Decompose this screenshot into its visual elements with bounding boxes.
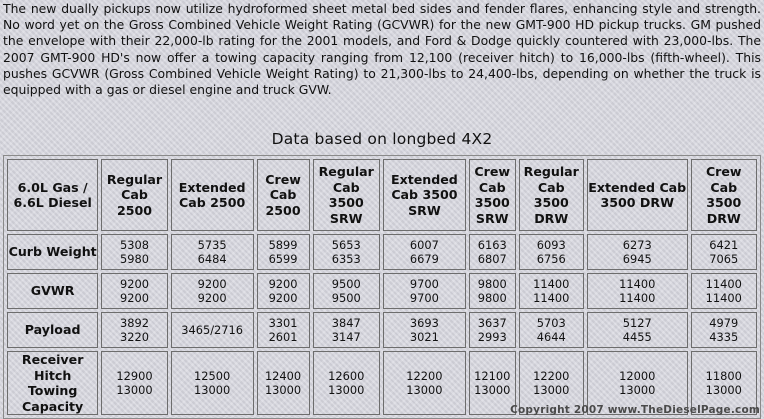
gas-value: 9200 <box>119 276 149 291</box>
gas-value: 5653 <box>331 237 361 252</box>
table-cell <box>313 273 380 309</box>
column-header: Regular Cab 3500 SRW <box>313 159 380 231</box>
gas-value: 9700 <box>409 276 439 291</box>
diesel-value: 2993 <box>477 330 507 344</box>
table-cell <box>171 312 254 348</box>
diesel-value: 11400 <box>705 291 742 305</box>
column-header: Crew Cab 3500 SRW <box>469 159 516 231</box>
table-cell <box>587 312 688 348</box>
gas-value: 5899 <box>268 237 298 252</box>
gas-value: 9200 <box>197 276 227 291</box>
diesel-value: 13000 <box>533 383 570 397</box>
table-cell <box>383 312 466 348</box>
spec-table <box>3 155 761 419</box>
table-cell <box>587 273 688 309</box>
table-cell <box>469 234 516 270</box>
gas-value: 12500 <box>194 368 231 383</box>
table-cell <box>101 234 167 270</box>
gas-value: 5703 <box>536 315 566 330</box>
diesel-value: 9200 <box>119 291 149 305</box>
column-header: Extended Cab 3500 DRW <box>587 159 688 231</box>
table-cell <box>171 273 254 309</box>
table-cell <box>519 234 584 270</box>
gas-value: 6093 <box>536 237 566 252</box>
row-header: Receiver Hitch Towing Capacity <box>7 351 98 415</box>
table-row <box>7 312 757 348</box>
gas-value: 6007 <box>409 237 439 252</box>
diesel-value: 6353 <box>331 252 361 266</box>
diesel-value: 13000 <box>194 383 231 397</box>
table-cell <box>383 351 466 415</box>
gas-value: 11400 <box>705 276 742 291</box>
table-title: Data based on longbed 4X2 <box>271 130 493 148</box>
diesel-value: 9500 <box>331 291 361 305</box>
diesel-value: 9700 <box>409 291 439 305</box>
column-header: Extended Cab 2500 <box>171 159 254 231</box>
diesel-value: 11400 <box>533 291 570 305</box>
column-header: Extended Cab 3500 SRW <box>383 159 466 231</box>
gas-value: 11400 <box>619 276 656 291</box>
diesel-value: 9200 <box>197 291 227 305</box>
diesel-value: 2601 <box>268 330 298 344</box>
diesel-value: 3147 <box>331 330 361 344</box>
gas-value: 12600 <box>328 368 365 383</box>
gas-value: 11400 <box>533 276 570 291</box>
gas-value: 3892 <box>119 315 149 330</box>
diesel-value: 5980 <box>119 252 149 266</box>
table-cell <box>469 273 516 309</box>
gas-value: 3465/2716 <box>181 322 244 337</box>
gas-value: 5127 <box>622 315 652 330</box>
table-cell <box>257 234 310 270</box>
table-cell <box>691 312 757 348</box>
table-cell <box>383 234 466 270</box>
diesel-value: 3220 <box>119 330 149 344</box>
article-intro: The new dually pickups now utilize hydroformed sheet metal bed sides and fender flares, enhancing style and strength. No word yet on the Gross Combined Vehicle Weight Rating (GCVWR) for the new GMT-900 HD pickup trucks. GM pushed the envelope with their 22,000-lb rating for the 2001 models, and Ford & Dodge quickly countered with 23,000-lbs. The 2007 GMT-900 HD's now offer a towing capacity ranging from 12,100 (receiver hitch) to 16,000-lbs (fifth-wheel). This pushes GCVWR (Gross Combined Vehicle Weight Rating) to 21,300-lbs to 24,400-lbs, depending on whether the truck is equipped with a gas or diesel engine and truck GVW. <box>3 1 761 98</box>
table-cell <box>469 312 516 348</box>
diesel-value: 13000 <box>474 383 511 397</box>
gas-value: 3693 <box>409 315 439 330</box>
gas-value: 9200 <box>268 276 298 291</box>
table-cell <box>101 312 167 348</box>
diesel-value: 9800 <box>477 291 507 305</box>
diesel-value: 6756 <box>536 252 566 266</box>
table-cell <box>257 351 310 415</box>
gas-value: 5735 <box>197 237 227 252</box>
column-header: Regular Cab 2500 <box>101 159 167 231</box>
gas-value: 12200 <box>406 368 443 383</box>
diesel-value: 9200 <box>268 291 298 305</box>
table-cell <box>691 234 757 270</box>
table-cell <box>383 273 466 309</box>
gas-value: 5308 <box>119 237 149 252</box>
gas-value: 9500 <box>331 276 361 291</box>
gas-value: 12900 <box>116 368 153 383</box>
row-header: GVWR <box>7 273 98 309</box>
table-cell <box>313 351 380 415</box>
table-cell <box>171 351 254 415</box>
diesel-value: 6484 <box>197 252 227 266</box>
table-cell <box>519 312 584 348</box>
row-header: Payload <box>7 312 98 348</box>
table-cell <box>257 312 310 348</box>
gas-value: 6421 <box>709 237 739 252</box>
column-header: Regular Cab 3500 DRW <box>519 159 584 231</box>
diesel-value: 13000 <box>116 383 153 397</box>
gas-value: 6273 <box>622 237 652 252</box>
diesel-value: 4335 <box>709 330 739 344</box>
gas-value: 11800 <box>705 368 742 383</box>
copyright-notice: Copyright 2007 www.TheDieselPage.com <box>510 404 760 416</box>
diesel-value: 3021 <box>409 330 439 344</box>
diesel-value: 7065 <box>709 252 739 266</box>
gas-value: 3301 <box>268 315 298 330</box>
column-header: Crew Cab 3500 DRW <box>691 159 757 231</box>
table-row <box>7 234 757 270</box>
diesel-value: 13000 <box>264 383 302 397</box>
table-cell <box>519 273 584 309</box>
column-header: Crew Cab 2500 <box>257 159 310 231</box>
gas-value: 9800 <box>477 276 507 291</box>
gas-value: 4979 <box>709 315 739 330</box>
table-cell <box>691 273 757 309</box>
gas-value: 12200 <box>533 368 570 383</box>
diesel-value: 6945 <box>622 252 652 266</box>
table-cell <box>257 273 310 309</box>
diesel-value: 13000 <box>328 383 365 397</box>
diesel-value: 13000 <box>619 383 656 397</box>
gas-value: 3637 <box>477 315 507 330</box>
gas-value: 6163 <box>477 237 507 252</box>
table-cell <box>171 234 254 270</box>
table-cell <box>469 351 516 415</box>
table-cell <box>101 351 167 415</box>
diesel-value: 6599 <box>268 252 298 266</box>
diesel-value: 13000 <box>705 383 742 397</box>
diesel-value: 4455 <box>622 330 652 344</box>
diesel-value: 11400 <box>619 291 656 305</box>
table-cell <box>313 312 380 348</box>
diesel-value: 4644 <box>536 330 566 344</box>
table-row <box>7 273 757 309</box>
gas-value: 3847 <box>331 315 361 330</box>
gas-value: 12000 <box>619 368 656 383</box>
diesel-value: 6679 <box>409 252 439 266</box>
gas-value: 12400 <box>264 368 302 383</box>
table-cell <box>313 234 380 270</box>
diesel-value: 13000 <box>406 383 443 397</box>
row-header: Curb Weight <box>7 234 98 270</box>
diesel-value: 6807 <box>477 252 507 266</box>
gas-value: 12100 <box>474 368 511 383</box>
corner-header: 6.0L Gas / 6.6L Diesel <box>7 159 98 231</box>
table-cell <box>587 234 688 270</box>
header-row <box>7 159 757 231</box>
table-cell <box>101 273 167 309</box>
